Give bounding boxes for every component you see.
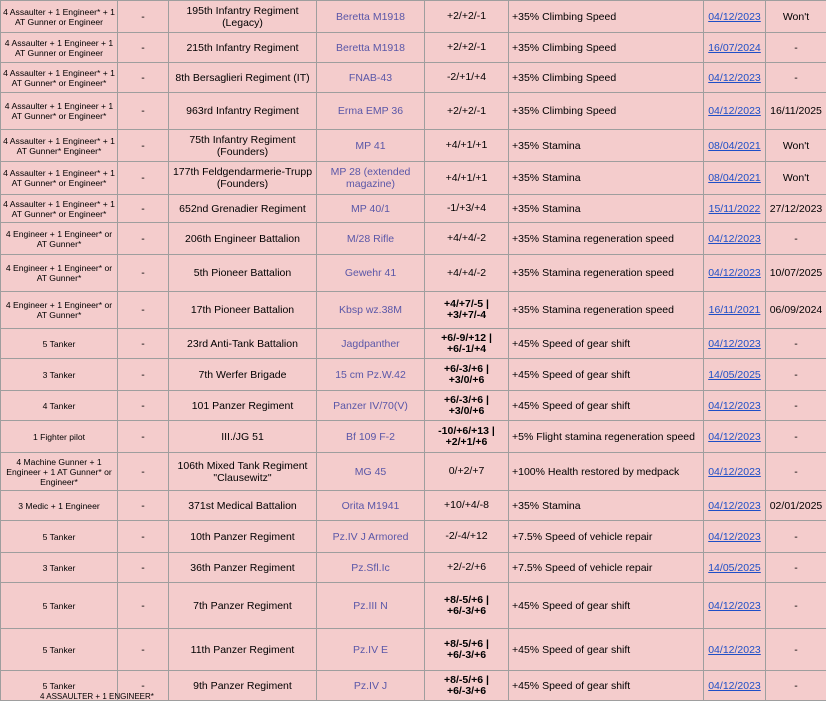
dash-cell: - bbox=[118, 130, 169, 162]
end-date-cell: 27/12/2023 bbox=[766, 195, 826, 223]
squad-cell: 4 Engineer + 1 Engineer* or AT Gunner* bbox=[1, 292, 118, 329]
stats-cell: 0/+2/+7 bbox=[425, 453, 509, 491]
squad-cell: 5 Tanker bbox=[1, 671, 118, 701]
squad-cell: 5 Tanker bbox=[1, 329, 118, 359]
date-cell bbox=[704, 521, 766, 553]
unit-name-cell: 11th Panzer Regiment bbox=[169, 629, 317, 671]
dash-cell: - bbox=[118, 421, 169, 453]
bonus-cell: +7.5% Speed of vehicle repair bbox=[509, 553, 704, 583]
unit-name-cell: 8th Bersaglieri Regiment (IT) bbox=[169, 63, 317, 93]
stats-cell: +8/-5/+6 | +6/-3/+6 bbox=[425, 629, 509, 671]
date-cell bbox=[704, 329, 766, 359]
bonus-cell: +35% Stamina regeneration speed bbox=[509, 255, 704, 292]
unit-name-cell: 963rd Infantry Regiment bbox=[169, 93, 317, 130]
date-link[interactable]: 04/12/2023 bbox=[708, 644, 761, 656]
table-row bbox=[1, 292, 826, 329]
table-row bbox=[1, 130, 826, 162]
weapon-cell: MP 40/1 bbox=[317, 195, 425, 223]
stats-cell: +4/+4/-2 bbox=[425, 255, 509, 292]
end-date-cell: - bbox=[766, 453, 826, 491]
end-date-cell: - bbox=[766, 521, 826, 553]
unit-name-cell: 371st Medical Battalion bbox=[169, 491, 317, 521]
squad-cell: 4 Assaulter + 1 Engineer + 1 AT Gunner* or Engineer* bbox=[1, 93, 118, 130]
stats-cell: +6/-3/+6 | +3/0/+6 bbox=[425, 359, 509, 391]
date-cell bbox=[704, 162, 766, 195]
weapon-cell: MP 41 bbox=[317, 130, 425, 162]
table-row bbox=[1, 391, 826, 421]
date-cell bbox=[704, 1, 766, 33]
weapon-cell: Orita M1941 bbox=[317, 491, 425, 521]
squad-cell: 4 Assaulter + 1 Engineer + 1 AT Gunner or Engineer bbox=[1, 33, 118, 63]
stats-cell: +2/+2/-1 bbox=[425, 1, 509, 33]
weapon-cell: Pz.III N bbox=[317, 583, 425, 629]
stats-cell: -2/-4/+12 bbox=[425, 521, 509, 553]
date-link[interactable]: 04/12/2023 bbox=[708, 431, 761, 443]
stats-cell: +2/+2/-1 bbox=[425, 33, 509, 63]
date-cell bbox=[704, 33, 766, 63]
squad-cell: 3 Tanker bbox=[1, 359, 118, 391]
date-cell bbox=[704, 292, 766, 329]
squad-cell: 4 Assaulter + 1 Engineer* + 1 AT Gunner* or Engineer* bbox=[1, 195, 118, 223]
stats-cell: -10/+6/+13 | +2/+1/+6 bbox=[425, 421, 509, 453]
stats-cell: +8/-5/+6 | +6/-3/+6 bbox=[425, 671, 509, 701]
squad-cell: 3 Medic + 1 Engineer bbox=[1, 491, 118, 521]
dash-cell: - bbox=[118, 359, 169, 391]
end-date-cell: - bbox=[766, 629, 826, 671]
date-link[interactable]: 16/11/2021 bbox=[709, 304, 761, 316]
unit-name-cell: 195th Infantry Regiment (Legacy) bbox=[169, 1, 317, 33]
squad-cell: 4 Engineer + 1 Engineer* or AT Gunner* bbox=[1, 223, 118, 255]
dash-cell: - bbox=[118, 1, 169, 33]
bonus-cell: +100% Health restored by medpack bbox=[509, 453, 704, 491]
squad-cell: 4 Assaulter + 1 Engineer* + 1 AT Gunner* Engineer* bbox=[1, 130, 118, 162]
bonus-cell: +5% Flight stamina regeneration speed bbox=[509, 421, 704, 453]
weapon-cell: Bf 109 F-2 bbox=[317, 421, 425, 453]
bonus-cell: +45% Speed of gear shift bbox=[509, 583, 704, 629]
stats-cell: +4/+1/+1 bbox=[425, 130, 509, 162]
date-link[interactable]: 04/12/2023 bbox=[708, 105, 761, 117]
date-cell bbox=[704, 63, 766, 93]
end-date-cell: - bbox=[766, 33, 826, 63]
squad-cell: 5 Tanker bbox=[1, 629, 118, 671]
date-link[interactable]: 04/12/2023 bbox=[708, 11, 761, 23]
squad-cell: 4 Assaulter + 1 Engineer* + 1 AT Gunner* or Engineer* bbox=[1, 63, 118, 93]
table-row bbox=[1, 255, 826, 292]
unit-name-cell: 23rd Anti-Tank Battalion bbox=[169, 329, 317, 359]
date-link[interactable]: 14/05/2025 bbox=[708, 562, 761, 574]
end-date-cell: - bbox=[766, 553, 826, 583]
bonus-cell: +35% Stamina regeneration speed bbox=[509, 292, 704, 329]
dash-cell: - bbox=[118, 195, 169, 223]
end-date-cell: 02/01/2025 bbox=[766, 491, 826, 521]
end-date-cell: - bbox=[766, 671, 826, 701]
stats-cell: +4/+4/-2 bbox=[425, 223, 509, 255]
end-date-cell: - bbox=[766, 223, 826, 255]
dash-cell: - bbox=[118, 162, 169, 195]
table-row bbox=[1, 421, 826, 453]
bonus-cell: +45% Speed of gear shift bbox=[509, 629, 704, 671]
end-date-cell: - bbox=[766, 329, 826, 359]
dash-cell: - bbox=[118, 329, 169, 359]
date-link[interactable]: 04/12/2023 bbox=[708, 72, 761, 84]
weapon-cell: Pz.IV E bbox=[317, 629, 425, 671]
end-date-cell: Won't bbox=[766, 162, 826, 195]
unit-name-cell: 36th Panzer Regiment bbox=[169, 553, 317, 583]
date-link[interactable]: 04/12/2023 bbox=[708, 267, 761, 279]
unit-name-cell: 9th Panzer Regiment bbox=[169, 671, 317, 701]
weapon-cell: 15 cm Pz.W.42 bbox=[317, 359, 425, 391]
date-link[interactable]: 04/12/2023 bbox=[708, 233, 761, 245]
dash-cell: - bbox=[118, 453, 169, 491]
date-link[interactable]: 15/11/2022 bbox=[709, 203, 761, 215]
unit-name-cell: 75th Infantry Regiment (Founders) bbox=[169, 130, 317, 162]
dash-cell: - bbox=[118, 63, 169, 93]
table-row bbox=[1, 629, 826, 671]
date-link[interactable]: 04/12/2023 bbox=[708, 531, 761, 543]
weapon-cell: Pz.IV J Armored bbox=[317, 521, 425, 553]
table-row bbox=[1, 195, 826, 223]
dash-cell: - bbox=[118, 491, 169, 521]
table-row bbox=[1, 359, 826, 391]
bonus-cell: +7.5% Speed of vehicle repair bbox=[509, 521, 704, 553]
date-link[interactable]: 08/04/2021 bbox=[708, 172, 761, 184]
dash-cell: - bbox=[118, 255, 169, 292]
date-cell bbox=[704, 255, 766, 292]
dash-cell: - bbox=[118, 391, 169, 421]
cut-off-row-text: 4 ASSAULTER + 1 ENGINEER* bbox=[40, 692, 154, 701]
table-row bbox=[1, 33, 826, 63]
weapon-cell: Panzer IV/70(V) bbox=[317, 391, 425, 421]
stats-cell: +8/-5/+6 | +6/-3/+6 bbox=[425, 583, 509, 629]
weapon-cell: MP 28 (extended magazine) bbox=[317, 162, 425, 195]
date-link[interactable]: 04/12/2023 bbox=[708, 680, 761, 692]
bonus-cell: +45% Speed of gear shift bbox=[509, 391, 704, 421]
table-row bbox=[1, 329, 826, 359]
squad-cell: 4 Machine Gunner + 1 Engineer + 1 AT Gunner* or Engineer* bbox=[1, 453, 118, 491]
weapon-cell: Erma EMP 36 bbox=[317, 93, 425, 130]
table-row bbox=[1, 521, 826, 553]
bonus-cell: +35% Climbing Speed bbox=[509, 63, 704, 93]
weapon-cell: MG 45 bbox=[317, 453, 425, 491]
dash-cell: - bbox=[118, 553, 169, 583]
end-date-cell: - bbox=[766, 391, 826, 421]
weapon-cell: Beretta M1918 bbox=[317, 1, 425, 33]
date-cell bbox=[704, 671, 766, 701]
weapon-cell: Kbsp wz.38M bbox=[317, 292, 425, 329]
end-date-cell: Won't bbox=[766, 1, 826, 33]
stats-cell: +6/-3/+6 | +3/0/+6 bbox=[425, 391, 509, 421]
squad-cell: 1 Fighter pilot bbox=[1, 421, 118, 453]
stats-cell: +2/+2/-1 bbox=[425, 93, 509, 130]
bonus-cell: +35% Climbing Speed bbox=[509, 33, 704, 63]
end-date-cell: 16/11/2025 bbox=[766, 93, 826, 130]
unit-name-cell: 177th Feldgendarmerie-Trupp (Founders) bbox=[169, 162, 317, 195]
dash-cell: - bbox=[118, 629, 169, 671]
date-link[interactable]: 04/12/2023 bbox=[708, 338, 761, 350]
date-link[interactable]: 14/05/2025 bbox=[708, 369, 761, 381]
squad-cell: 4 Tanker bbox=[1, 391, 118, 421]
end-date-cell: Won't bbox=[766, 130, 826, 162]
bonus-cell: +35% Stamina bbox=[509, 491, 704, 521]
end-date-cell: - bbox=[766, 63, 826, 93]
date-cell bbox=[704, 553, 766, 583]
table-row bbox=[1, 162, 826, 195]
weapon-cell: Jagdpanther bbox=[317, 329, 425, 359]
date-cell bbox=[704, 223, 766, 255]
date-link[interactable]: 04/12/2023 bbox=[708, 600, 761, 612]
date-link[interactable]: 08/04/2021 bbox=[708, 140, 761, 152]
bonus-cell: +35% Stamina regeneration speed bbox=[509, 223, 704, 255]
end-date-cell: 06/09/2024 bbox=[766, 292, 826, 329]
squad-cell: 5 Tanker bbox=[1, 583, 118, 629]
date-link[interactable]: 04/12/2023 bbox=[708, 400, 761, 412]
stats-cell: +10/+4/-8 bbox=[425, 491, 509, 521]
date-link[interactable]: 16/07/2024 bbox=[708, 42, 761, 54]
table-row bbox=[1, 553, 826, 583]
unit-name-cell: 101 Panzer Regiment bbox=[169, 391, 317, 421]
table-row bbox=[1, 63, 826, 93]
unit-name-cell: 17th Pioneer Battalion bbox=[169, 292, 317, 329]
table-row bbox=[1, 491, 826, 521]
stats-cell: -2/+1/+4 bbox=[425, 63, 509, 93]
bonus-cell: +45% Speed of gear shift bbox=[509, 359, 704, 391]
date-cell bbox=[704, 491, 766, 521]
date-cell bbox=[704, 359, 766, 391]
dash-cell: - bbox=[118, 33, 169, 63]
bonus-cell: +35% Climbing Speed bbox=[509, 93, 704, 130]
unit-name-cell: III./JG 51 bbox=[169, 421, 317, 453]
end-date-cell: - bbox=[766, 583, 826, 629]
date-cell bbox=[704, 195, 766, 223]
dash-cell: - bbox=[118, 583, 169, 629]
unit-name-cell: 7th Panzer Regiment bbox=[169, 583, 317, 629]
weapon-cell: Pz.IV J bbox=[317, 671, 425, 701]
squad-cell: 5 Tanker bbox=[1, 521, 118, 553]
date-link[interactable]: 04/12/2023 bbox=[708, 466, 761, 478]
date-cell bbox=[704, 93, 766, 130]
date-cell bbox=[704, 391, 766, 421]
weapon-cell: Pz.Sfl.Ic bbox=[317, 553, 425, 583]
squad-cell: 3 Tanker bbox=[1, 553, 118, 583]
dash-cell: - bbox=[118, 671, 169, 701]
dash-cell: - bbox=[118, 292, 169, 329]
date-cell bbox=[704, 629, 766, 671]
weapon-cell: FNAB-43 bbox=[317, 63, 425, 93]
weapon-cell: M/28 Rifle bbox=[317, 223, 425, 255]
date-cell bbox=[704, 453, 766, 491]
weapon-cell: Beretta M1918 bbox=[317, 33, 425, 63]
table-row bbox=[1, 223, 826, 255]
date-cell bbox=[704, 421, 766, 453]
stats-cell: +4/+7/-5 | +3/+7/-4 bbox=[425, 292, 509, 329]
end-date-cell: 10/07/2025 bbox=[766, 255, 826, 292]
dash-cell: - bbox=[118, 521, 169, 553]
date-cell bbox=[704, 130, 766, 162]
unit-name-cell: 10th Panzer Regiment bbox=[169, 521, 317, 553]
unit-name-cell: 106th Mixed Tank Regiment "Clausewitz" bbox=[169, 453, 317, 491]
table-row bbox=[1, 453, 826, 491]
squad-cell: 4 Engineer + 1 Engineer* or AT Gunner* bbox=[1, 255, 118, 292]
bonus-cell: +35% Stamina bbox=[509, 162, 704, 195]
stats-cell: +2/-2/+6 bbox=[425, 553, 509, 583]
unit-name-cell: 206th Engineer Battalion bbox=[169, 223, 317, 255]
weapon-cell: Gewehr 41 bbox=[317, 255, 425, 292]
date-link[interactable]: 04/12/2023 bbox=[708, 500, 761, 512]
unit-name-cell: 5th Pioneer Battalion bbox=[169, 255, 317, 292]
table-row bbox=[1, 583, 826, 629]
dash-cell: - bbox=[118, 223, 169, 255]
table-row bbox=[1, 1, 826, 33]
stats-cell: +6/-9/+12 | +6/-1/+4 bbox=[425, 329, 509, 359]
dash-cell: - bbox=[118, 93, 169, 130]
bonus-cell: +35% Stamina bbox=[509, 130, 704, 162]
stats-cell: -1/+3/+4 bbox=[425, 195, 509, 223]
stats-cell: +4/+1/+1 bbox=[425, 162, 509, 195]
end-date-cell: - bbox=[766, 421, 826, 453]
bonus-cell: +45% Speed of gear shift bbox=[509, 671, 704, 701]
bonus-cell: +45% Speed of gear shift bbox=[509, 329, 704, 359]
unit-name-cell: 652nd Grenadier Regiment bbox=[169, 195, 317, 223]
bonus-cell: +35% Stamina bbox=[509, 195, 704, 223]
date-cell bbox=[704, 583, 766, 629]
table-row bbox=[1, 93, 826, 130]
squad-cell: 4 Assaulter + 1 Engineer* + 1 AT Gunner or Engineer bbox=[1, 1, 118, 33]
unit-name-cell: 215th Infantry Regiment bbox=[169, 33, 317, 63]
bonus-cell: +35% Climbing Speed bbox=[509, 1, 704, 33]
unit-name-cell: 7th Werfer Brigade bbox=[169, 359, 317, 391]
end-date-cell: - bbox=[766, 359, 826, 391]
squad-cell: 4 Assaulter + 1 Engineer* + 1 AT Gunner* or Engineer* bbox=[1, 162, 118, 195]
